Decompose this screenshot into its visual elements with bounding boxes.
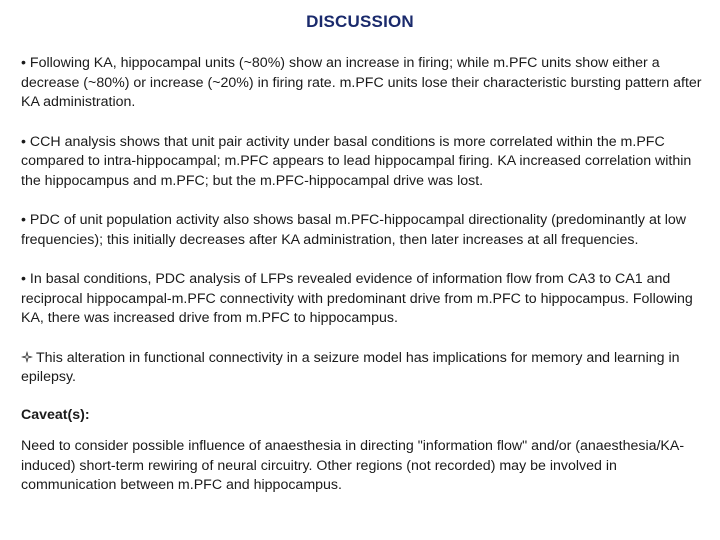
bullet-text: Following KA, hippocampal units (~80%) show an increase in firing; while m.PFC units show either a decrease (~80%) or increase (~20%) in firing rate. m.PFC units lose their characteristic bursting pattern after KA administration. <box>21 55 702 110</box>
bullet-paragraph-3 <box>21 211 705 250</box>
caveat-text: Need to consider possible influence of anaesthesia in directing "information flow" and/or (anaesthesia/KA-induced) short-term rewiring of neural circuitry. Other regions (not recorded) may be involved in communication between m.PFC and hippocampus. <box>21 438 685 493</box>
bullet-paragraph-4 <box>21 270 705 329</box>
bullet-marker: • <box>21 212 26 228</box>
highlight-text: This alteration in functional connectivity in a seizure model has implications for memory and learning in epilepsy. <box>21 349 680 385</box>
bullet-marker: • <box>21 55 26 71</box>
diamond-bullet-icon <box>21 351 33 363</box>
bullet-marker: • <box>21 133 26 150</box>
bullet-text: CCH analysis shows that unit pair activity under basal conditions is more correlated within the m.PFC compared to intra-hippocampal; m.PFC appears to lead hippocampal firing. KA increased correlation within the hippocampus and m.PFC; but the m.PFC-hippocampal drive was lost. <box>21 133 692 189</box>
page-title: DISCUSSION <box>306 12 414 31</box>
discussion-content <box>21 54 705 496</box>
bullet-text: In basal conditions, PDC analysis of LFPs revealed evidence of information flow from CA3 to CA1 and reciprocal hippocampal-m.PFC connectivity with predominant drive from m.PFC to hippocampus. Following KA, there was increased drive from m.PFC to hippocampus. <box>21 271 693 326</box>
bullet-paragraph-1 <box>21 54 705 113</box>
bullet-text: PDC of unit population activity also shows basal m.PFC-hippocampal directionality (predominantly at low frequencies); this initially decreases after KA administration, then later increases at all frequencies. <box>21 212 687 248</box>
bullet-marker: • <box>21 271 26 287</box>
bullet-paragraph-2 <box>21 133 705 192</box>
caveat-heading: Caveat(s): <box>21 406 90 423</box>
highlight-paragraph <box>21 349 705 388</box>
